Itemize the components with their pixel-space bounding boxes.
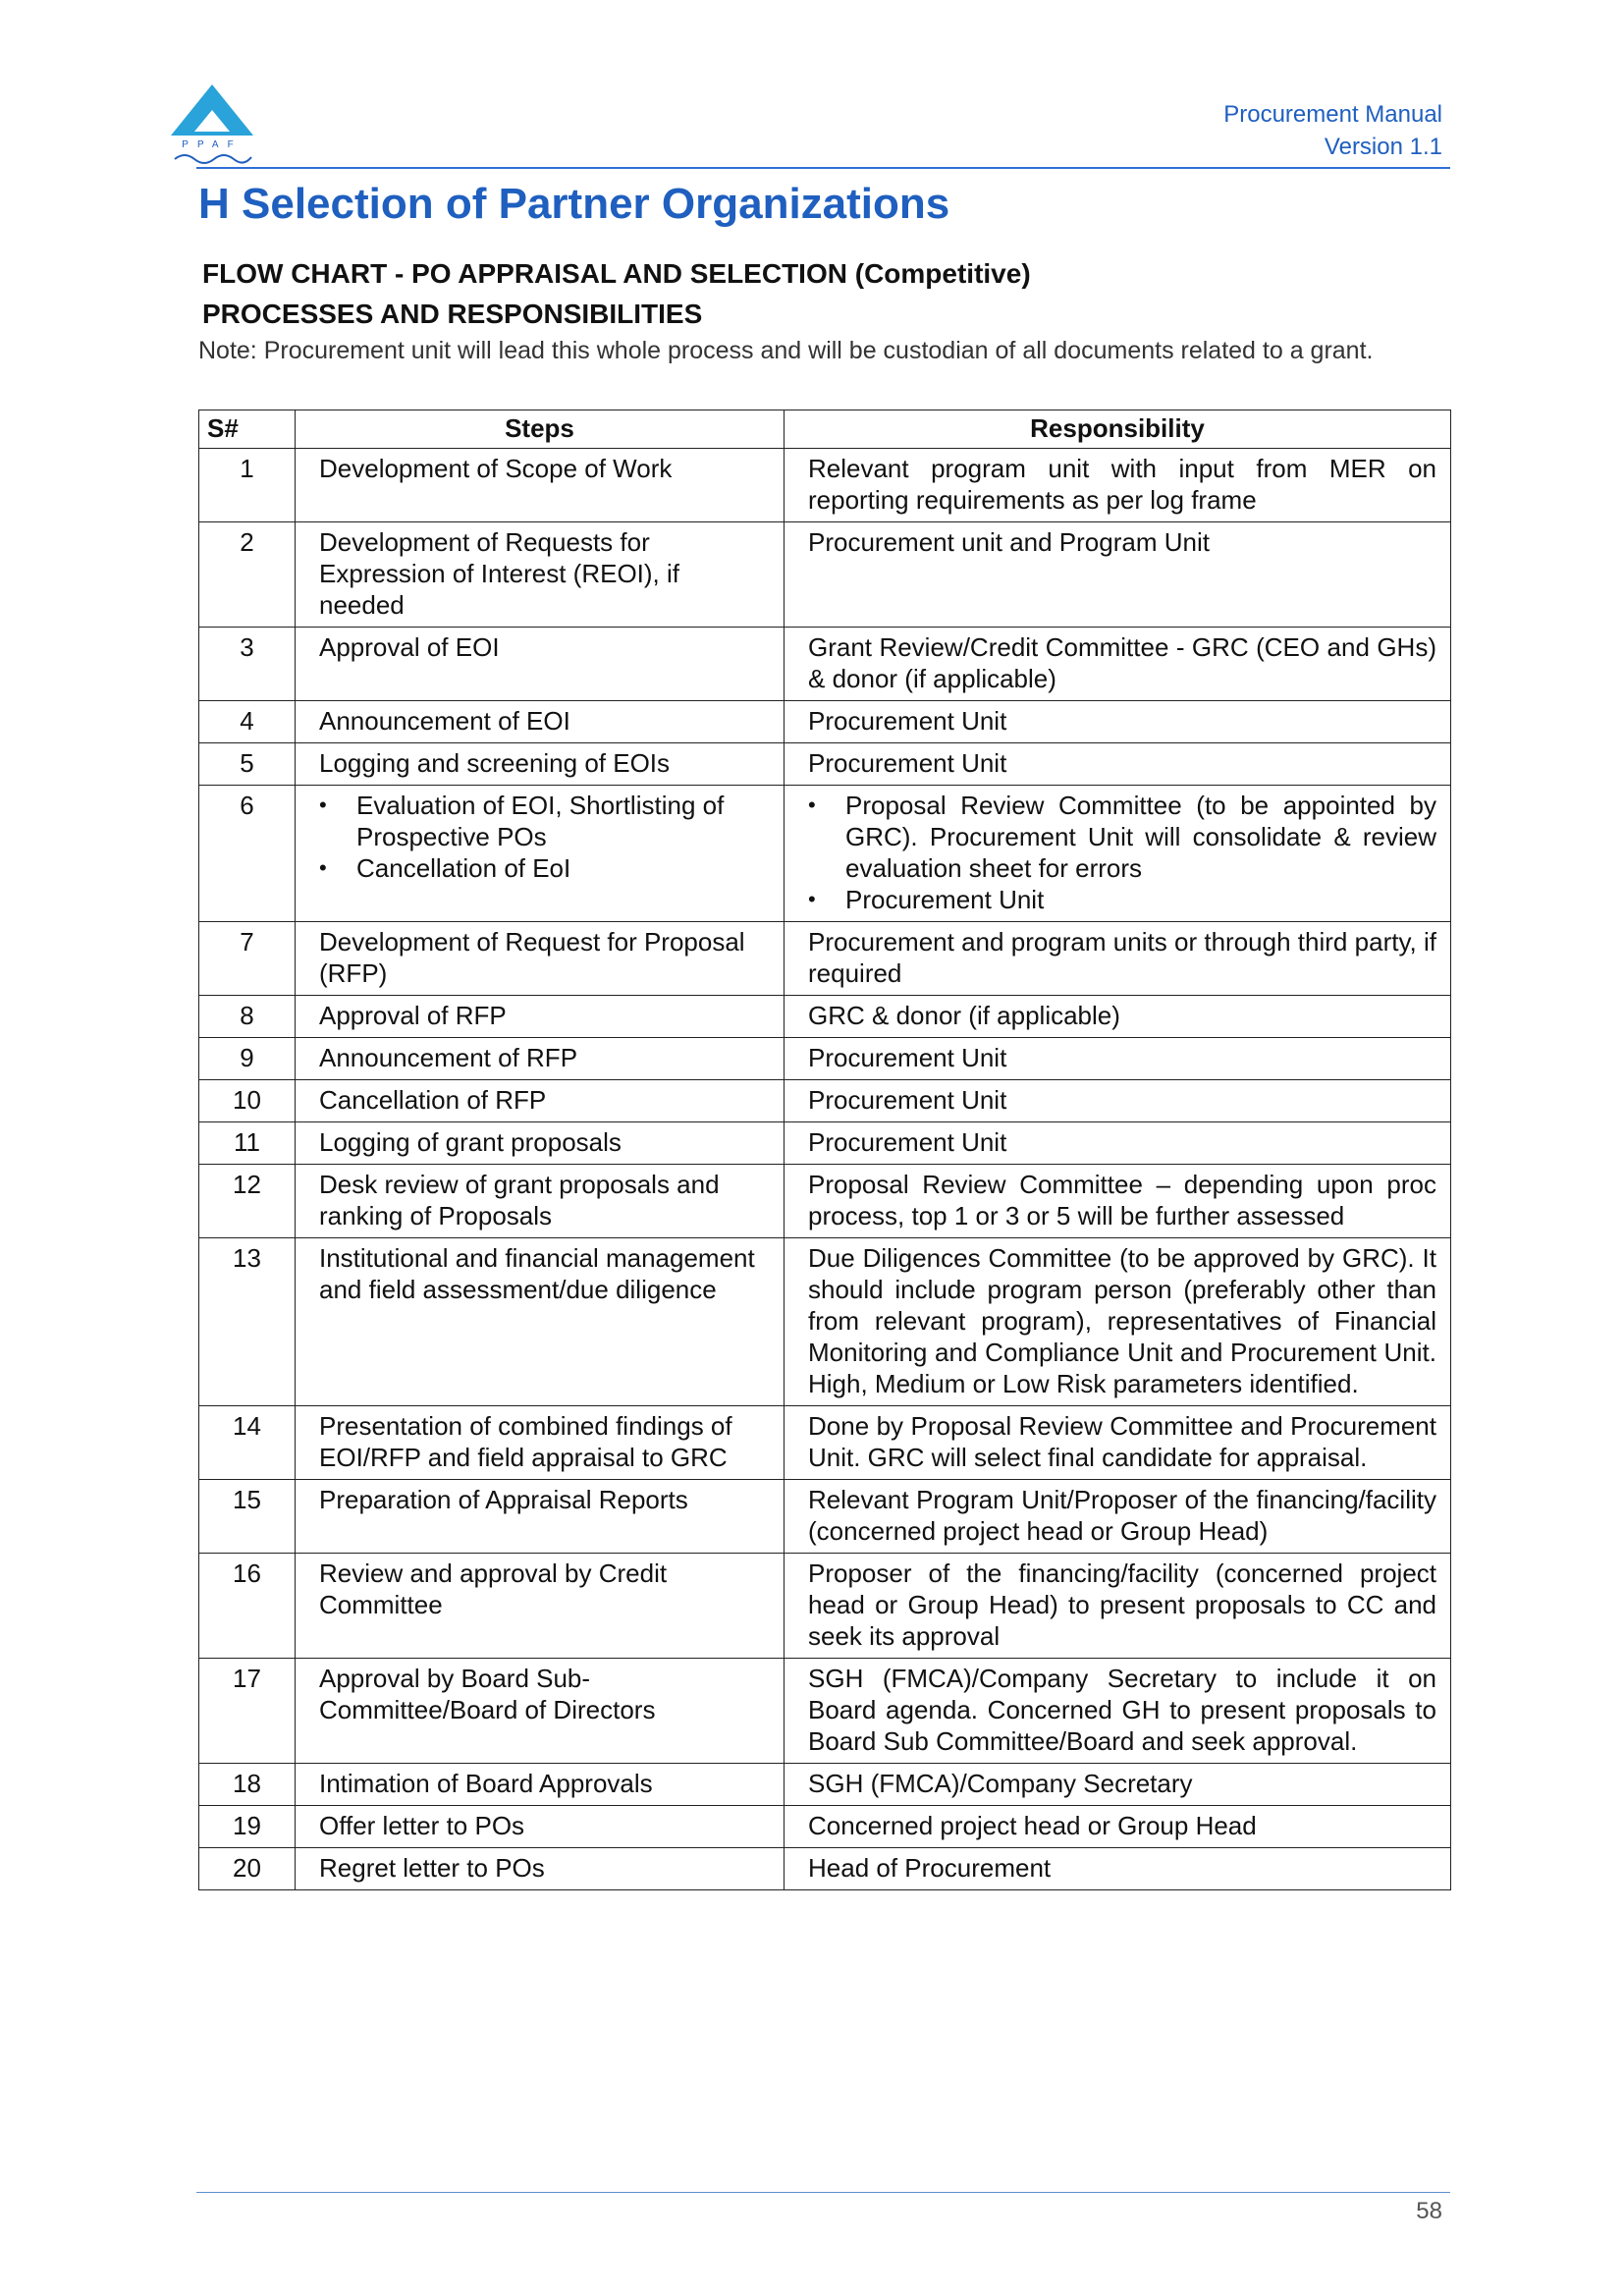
step-cell — [296, 786, 785, 922]
table-row — [199, 1080, 1451, 1122]
step-cell: Approval of EOI — [296, 628, 785, 701]
step-cell: Intimation of Board Approvals — [296, 1764, 785, 1806]
step-cell: Review and approval by Credit Committee — [296, 1554, 785, 1659]
process-responsibility-table — [198, 410, 1451, 1890]
responsibility-cell: SGH (FMCA)/Company Secretary to include it on Board agenda. Concerned GH to present proposals to Board Sub Committee/Board and seek approval. — [785, 1659, 1451, 1764]
table-row — [199, 1238, 1451, 1406]
step-cell: Logging and screening of EOIs — [296, 743, 785, 786]
step-cell: Preparation of Appraisal Reports — [296, 1480, 785, 1554]
row-number: 10 — [199, 1080, 296, 1122]
note-text: Note: Procurement unit will lead this whole process and will be custodian of all documents related to a grant. — [198, 337, 1374, 364]
table-row — [199, 1554, 1451, 1659]
table-row — [199, 701, 1451, 743]
responsibility-cell: Done by Proposal Review Committee and Procurement Unit. GRC will select final candidate for appraisal. — [785, 1406, 1451, 1480]
header-divider — [196, 167, 1450, 169]
row-number: 2 — [199, 522, 296, 628]
table-body — [199, 449, 1451, 1890]
table-row — [199, 1165, 1451, 1238]
table-row — [199, 522, 1451, 628]
step-cell: Institutional and financial management and field assessment/due diligence — [296, 1238, 785, 1406]
responsibility-cell: Concerned project head or Group Head — [785, 1806, 1451, 1848]
processes-heading: PROCESSES AND RESPONSIBILITIES — [202, 299, 703, 329]
table-row — [199, 743, 1451, 786]
row-number: 13 — [199, 1238, 296, 1406]
row-number: 3 — [199, 628, 296, 701]
table-row — [199, 1406, 1451, 1480]
manual-version: Version 1.1 — [1324, 134, 1442, 160]
logo-letters: PPAF — [182, 139, 243, 150]
step-cell: Announcement of RFP — [296, 1038, 785, 1080]
table-row — [199, 996, 1451, 1038]
row-number: 18 — [199, 1764, 296, 1806]
responsibility-cell: GRC & donor (if applicable) — [785, 996, 1451, 1038]
responsibility-cell: Procurement Unit — [785, 1080, 1451, 1122]
flow-chart-heading: FLOW CHART - PO APPRAISAL AND SELECTION (Competitive) — [202, 258, 1031, 289]
step-bullet-list — [319, 790, 770, 884]
step-bullet-item: • Evaluation of EOI, Shortlisting of Prospective POs — [319, 790, 770, 852]
step-cell: Announcement of EOI — [296, 701, 785, 743]
table-row — [199, 922, 1451, 996]
responsibility-cell: Procurement Unit — [785, 701, 1451, 743]
row-number: 19 — [199, 1806, 296, 1848]
row-number: 16 — [199, 1554, 296, 1659]
responsibility-cell: Proposal Review Committee – depending upon proc process, top 1 or 3 or 5 will be further assessed — [785, 1165, 1451, 1238]
step-cell: Approval of RFP — [296, 996, 785, 1038]
footer-divider — [196, 2192, 1450, 2193]
table-row — [199, 1806, 1451, 1848]
responsibility-cell: Relevant program unit with input from MER on reporting requirements as per log frame — [785, 449, 1451, 522]
responsibility-cell: Head of Procurement — [785, 1848, 1451, 1890]
step-cell: Regret letter to POs — [296, 1848, 785, 1890]
table-row — [199, 449, 1451, 522]
row-number: 11 — [199, 1122, 296, 1165]
column-header-number: S# — [199, 410, 296, 449]
row-number: 6 — [199, 786, 296, 922]
table-row — [199, 1659, 1451, 1764]
table-row — [199, 1480, 1451, 1554]
step-cell: Desk review of grant proposals and ranking of Proposals — [296, 1165, 785, 1238]
step-cell: Offer letter to POs — [296, 1806, 785, 1848]
responsibility-bullet-item: • Proposal Review Committee (to be appointed by GRC). Procurement Unit will consolidate & review evaluation sheet for errors — [808, 790, 1436, 884]
ppaf-logo — [167, 82, 257, 167]
table-row — [199, 1038, 1451, 1080]
table-row — [199, 1764, 1451, 1806]
step-cell: Development of Request for Proposal (RFP) — [296, 922, 785, 996]
step-bullet-item: • Cancellation of EoI — [319, 852, 770, 884]
responsibility-cell: Procurement Unit — [785, 743, 1451, 786]
row-number: 15 — [199, 1480, 296, 1554]
row-number: 8 — [199, 996, 296, 1038]
responsibility-cell: Proposer of the financing/facility (concerned project head or Group Head) to present proposals to CC and seek its approval — [785, 1554, 1451, 1659]
step-cell: Approval by Board Sub-Committee/Board of Directors — [296, 1659, 785, 1764]
responsibility-cell: Due Diligences Committee (to be approved by GRC). It should include program person (preferably other than from relevant program), representatives of Financial Monitoring and Compliance Unit and Procurement Unit. High, Medium or Low Risk parameters identified. — [785, 1238, 1451, 1406]
manual-title: Procurement Manual — [1223, 101, 1442, 128]
responsibility-cell — [785, 786, 1451, 922]
row-number: 12 — [199, 1165, 296, 1238]
responsibility-cell: Grant Review/Credit Committee - GRC (CEO and GHs) & donor (if applicable) — [785, 628, 1451, 701]
responsibility-cell: Procurement unit and Program Unit — [785, 522, 1451, 628]
table-header-row — [199, 410, 1451, 449]
column-header-steps: Steps — [296, 410, 785, 449]
table-row — [199, 1848, 1451, 1890]
step-cell: Development of Requests for Expression of Interest (REOI), if needed — [296, 522, 785, 628]
row-number: 20 — [199, 1848, 296, 1890]
step-cell: Presentation of combined findings of EOI/RFP and field appraisal to GRC — [296, 1406, 785, 1480]
row-number: 1 — [199, 449, 296, 522]
responsibility-cell: SGH (FMCA)/Company Secretary — [785, 1764, 1451, 1806]
row-number: 9 — [199, 1038, 296, 1080]
table-row — [199, 628, 1451, 701]
responsibility-bullet-item: • Procurement Unit — [808, 884, 1436, 915]
row-number: 14 — [199, 1406, 296, 1480]
row-number: 7 — [199, 922, 296, 996]
responsibility-cell: Procurement Unit — [785, 1038, 1451, 1080]
page-number: 58 — [1416, 2198, 1442, 2224]
row-number: 4 — [199, 701, 296, 743]
section-heading: H Selection of Partner Organizations — [198, 180, 950, 228]
responsibility-cell: Relevant Program Unit/Proposer of the financing/facility (concerned project head or Group Head) — [785, 1480, 1451, 1554]
responsibility-cell: Procurement Unit — [785, 1122, 1451, 1165]
responsibility-bullet-list — [808, 790, 1436, 915]
table-row — [199, 786, 1451, 922]
step-cell: Cancellation of RFP — [296, 1080, 785, 1122]
table-row — [199, 1122, 1451, 1165]
row-number: 17 — [199, 1659, 296, 1764]
logo-script — [175, 155, 251, 163]
step-cell: Development of Scope of Work — [296, 449, 785, 522]
column-header-responsibility: Responsibility — [785, 410, 1451, 449]
row-number: 5 — [199, 743, 296, 786]
step-cell: Logging of grant proposals — [296, 1122, 785, 1165]
responsibility-cell: Procurement and program units or through third party, if required — [785, 922, 1451, 996]
document-header-meta — [1223, 98, 1442, 163]
